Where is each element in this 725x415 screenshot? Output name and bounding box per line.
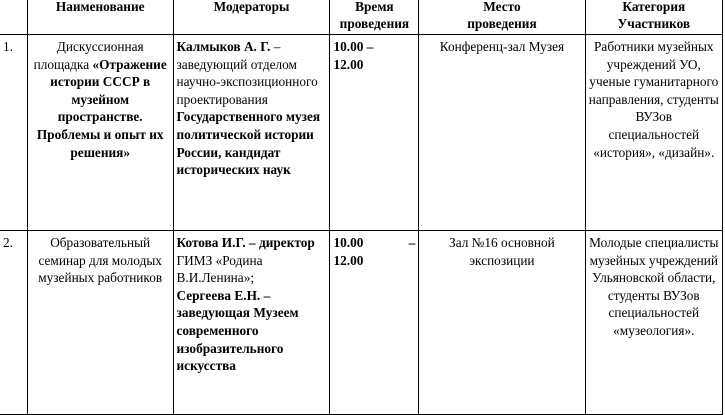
time-start-line (333, 234, 415, 252)
header-number (0, 0, 27, 35)
row-number: 1. (0, 35, 27, 231)
header-category (585, 0, 722, 35)
event-name-cell (27, 35, 173, 231)
place-cell: Зал №16 основной экспозиции (419, 231, 585, 415)
category-cell: Молодые специалисты музейных учреждений Ульяновской области, студенты ВУЗов специальностей «музеология». (585, 231, 722, 415)
header-moderators: Модераторы (173, 0, 330, 35)
moderator-name: Калмыков А. Г. (176, 39, 271, 54)
moderator-organization: Государственного музея политической истории России, кандидат исторических наук (176, 109, 321, 178)
header-place-line2: проведения (467, 16, 537, 31)
header-time-line2: проведения (339, 16, 410, 31)
moderator-name: Котова И.Г. – директор (176, 235, 315, 250)
moderators-cell (173, 35, 330, 231)
event-name-cell: Образовательный семинар для молодых музейных работников (27, 231, 173, 415)
category-cell: Работники музейных учреждений УО, ученые гуманитарного направления, студенты ВУЗов специальностей «история», «дизайн». (585, 35, 722, 231)
header-time (330, 0, 419, 35)
moderators-cell (173, 231, 330, 415)
moderator-dash: – (270, 39, 281, 54)
header-name: Наименование (27, 0, 173, 35)
table-row (0, 231, 723, 415)
moderator-role: заведующий отделом научно-экспозиционного проектирования (176, 56, 318, 107)
event-title: «Отражение истории СССР в музейном пространстве. Проблемы и опыт их решения» (36, 56, 167, 160)
time-cell (330, 231, 419, 415)
header-category-line2: Участников (617, 16, 691, 31)
time-start: 10.00 (333, 235, 364, 250)
header-place (419, 0, 585, 35)
event-type: Дискуссионная площадка (33, 39, 144, 72)
table-header-row (0, 0, 723, 35)
time-cell (330, 35, 419, 231)
time-end: 12.00 (333, 56, 364, 72)
header-category-line1: Категория (622, 0, 686, 14)
header-time-line1: Время (355, 0, 394, 14)
time-end: 12.00 (333, 252, 364, 268)
moderator-name: Сергеева Е.Н. – заведующая Музеем современного изобразительного искусства (176, 287, 299, 374)
table-row (0, 35, 723, 231)
header-place-line1: Место (483, 0, 521, 14)
moderator-organization: ГИМЗ «Родина В.И.Ленина»; (176, 252, 263, 286)
time-dash: – (408, 235, 416, 250)
time-start: 10.00 – (333, 39, 374, 54)
row-number: 2. (0, 231, 27, 415)
place-cell: Конференц-зал Музея (419, 35, 585, 231)
